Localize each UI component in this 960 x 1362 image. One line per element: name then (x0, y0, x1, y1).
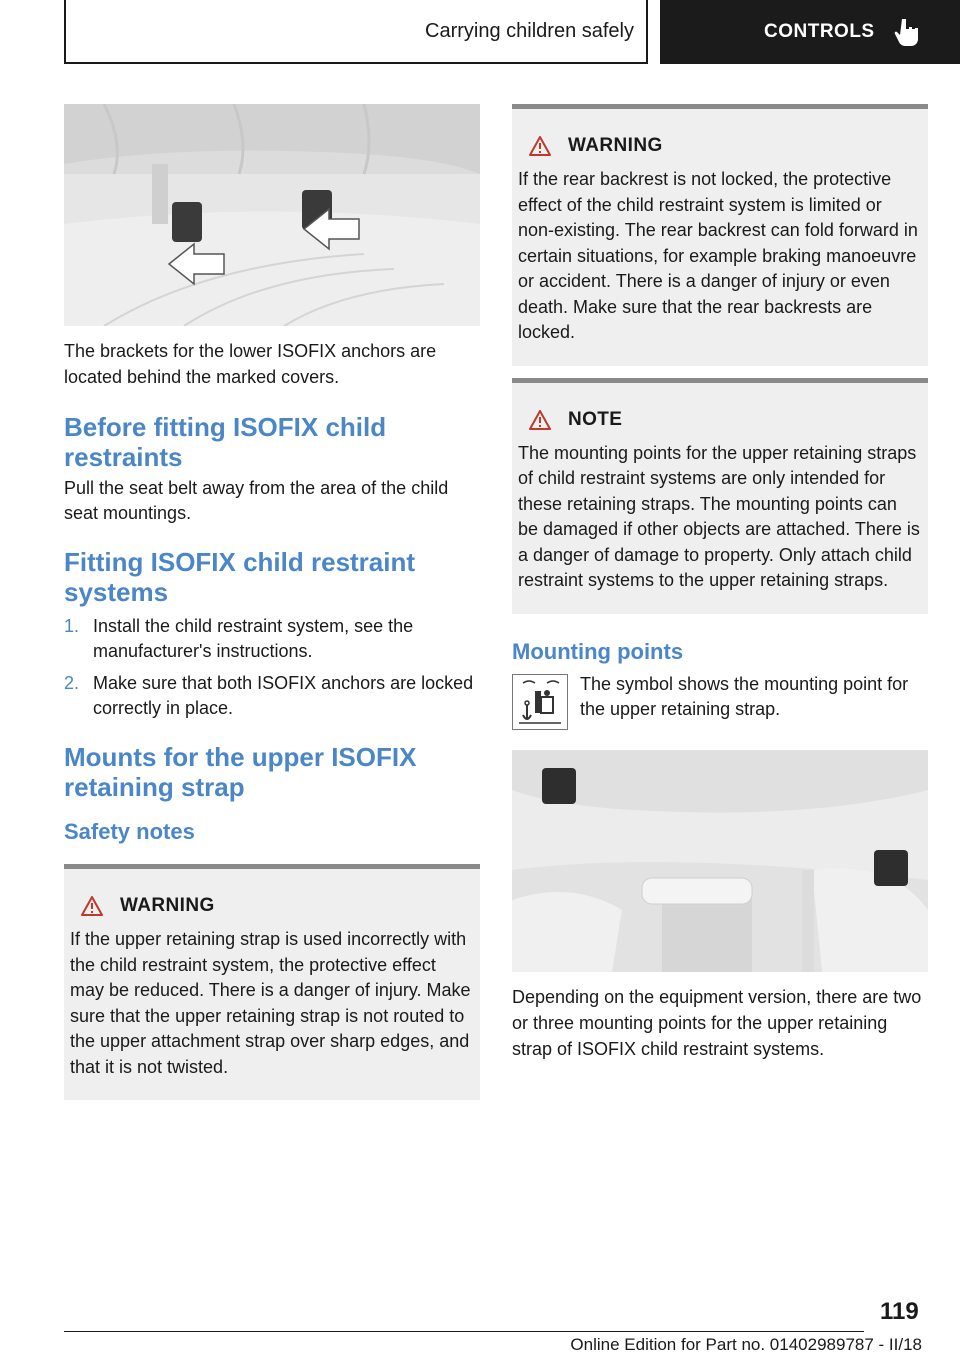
step-number: 1. (64, 616, 80, 636)
child-seat-anchor-symbol-icon (512, 674, 568, 730)
warning-text: If the upper retaining strap is used incorrectly with the child restraint system, the protective effect may be reduced. There is a danger of injury. Make sure that the upper retaining strap is not routed to the upper attachment strap over sharp edges, and that it is not twisted. (70, 929, 471, 1077)
note-box (512, 378, 928, 614)
heading-fitting: Fitting ISOFIX child restraint systems (64, 547, 416, 607)
warning-triangle-icon (528, 409, 552, 431)
warning-header (70, 891, 472, 921)
warning-header (518, 131, 920, 161)
warning-box (64, 864, 480, 1100)
list-item (64, 614, 480, 664)
section-title: Carrying children safely (425, 19, 634, 42)
note-title: NOTE (568, 408, 623, 430)
note-text: The mounting points for the upper retaining straps of child restraint systems are only intended for these retaining straps. The mounting points can be damaged if other objects are attached. There is a danger of damage to property. Only attach child restraint systems to the upper retaining straps. (518, 442, 920, 590)
heading-mounts: Mounts for the upper ISOFIX retaining strap (64, 742, 417, 802)
warning-triangle-icon (528, 135, 552, 157)
list-item (64, 671, 480, 721)
note-header (518, 405, 920, 435)
running-header (64, 0, 648, 64)
heading-safety-notes: Safety notes (64, 819, 195, 844)
symbol-description: The symbol shows the mounting point for the upper retaining strap. (580, 673, 909, 719)
paragraph-before-fitting: Pull the seat belt away from the area of the child seat mountings. (64, 478, 449, 523)
photo-caption: Depending on the equipment version, there are two or three mounting points for the upper retaining strap of ISOFIX child restraint systems. (512, 986, 922, 1059)
warning-title: WARNING (568, 135, 663, 156)
heading-before-fitting: Before fitting ISOFIX child restraints (64, 412, 387, 472)
isofix-lower-anchor-photo (64, 104, 480, 326)
step-text: Make sure that both ISOFIX anchors are locked correctly in place. (93, 673, 474, 718)
heading-mounting-points: Mounting points (512, 638, 684, 664)
fitting-steps (64, 614, 480, 721)
chapter-label: CONTROLS (764, 21, 875, 42)
photo-caption: The brackets for the lower ISOFIX anchors are located behind the marked covers. (64, 341, 437, 387)
edition-footer: Online Edition for Part no. 01402989787 - II/18 (570, 1335, 922, 1354)
step-text: Install the child restraint system, see the manufacturer's instructions. (93, 616, 414, 661)
left-column (64, 104, 480, 1100)
warning-title: WARNING (120, 895, 215, 916)
chapter-tab (660, 0, 960, 64)
symbol-row (512, 672, 928, 730)
pointing-hand-icon (893, 17, 921, 47)
right-column (512, 104, 928, 1062)
warning-box (512, 104, 928, 366)
upper-mounting-points-photo (512, 750, 928, 972)
footer-divider (64, 1331, 864, 1332)
page-number: 119 (880, 1298, 919, 1325)
step-number: 2. (64, 673, 80, 693)
warning-text: If the rear backrest is not locked, the protective effect of the child restraint system is limited or non-existing. The rear backrest can fold forward in certain situations, for example braking manoeuvre or accident. There is a danger of injury or even death. Make sure that the rear backrests are locked. (518, 169, 918, 342)
warning-triangle-icon (80, 895, 104, 917)
